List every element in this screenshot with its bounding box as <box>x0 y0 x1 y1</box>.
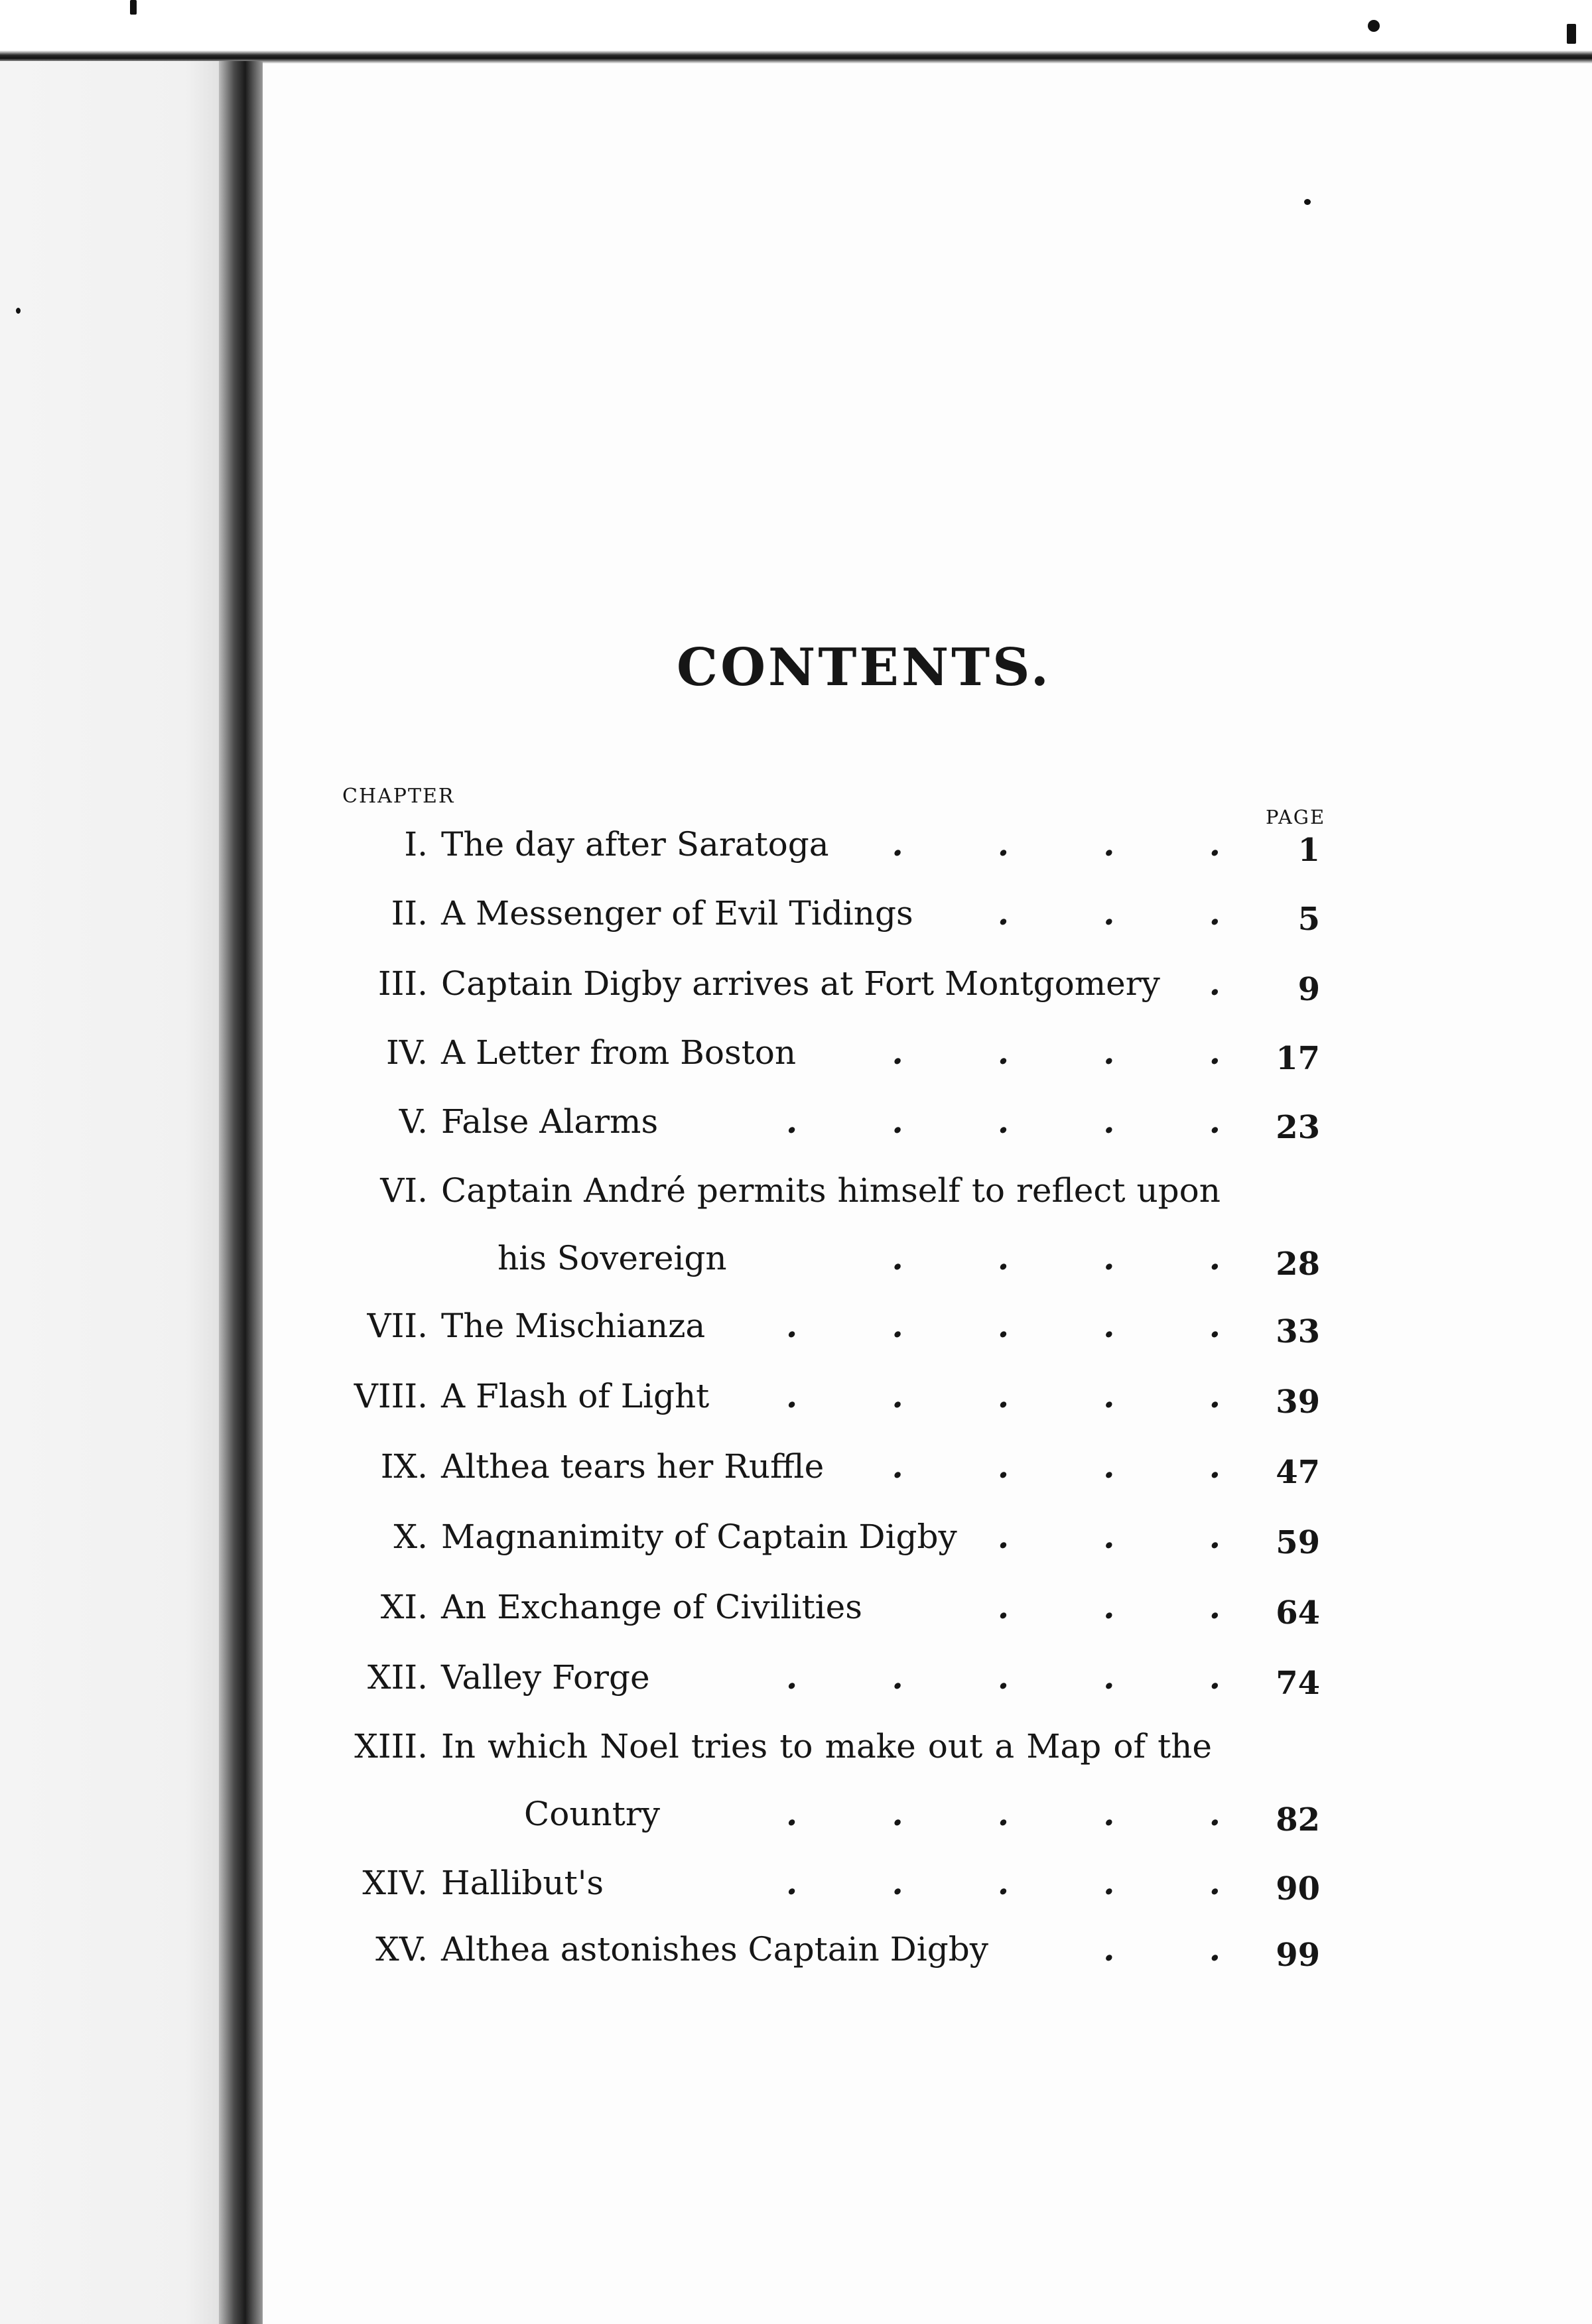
chapter-number: VII. <box>367 1307 428 1345</box>
page-number: 99 <box>1276 1937 1320 1974</box>
chapter-title: Hallibut's <box>441 1864 604 1902</box>
page-number: 9 <box>1297 971 1320 1008</box>
chapter-number: II. <box>391 894 428 933</box>
chapter-number: XIII. <box>354 1727 428 1766</box>
toc-entry <box>0 1033 1592 1082</box>
title-word: In <box>441 1727 476 1766</box>
chapter-title: An Exchange of Civilities <box>441 1588 862 1626</box>
chapter-title-continuation: his Sovereign <box>498 1239 727 1277</box>
page-number: 28 <box>1276 1246 1320 1283</box>
chapter-title: Magnanimity of Captain Digby <box>441 1517 957 1556</box>
chapter-title: Valley Forge <box>441 1658 650 1697</box>
page-number: 90 <box>1276 1870 1320 1907</box>
dot-leader: . . . <box>997 1587 1221 1626</box>
chapter-number: XV. <box>375 1930 428 1969</box>
toc-entry <box>0 1727 1592 1776</box>
chapter-title <box>441 1171 1221 1210</box>
toc-entry-continuation <box>0 1238 1592 1288</box>
title-word: make <box>825 1727 916 1766</box>
title-word: a <box>994 1727 1015 1766</box>
title-word: permits <box>696 1171 827 1210</box>
title-word: to <box>971 1171 1006 1210</box>
chapter-title: Althea tears her Ruffle <box>441 1447 825 1486</box>
chapter-title: The day after Saratoga <box>441 825 829 864</box>
chapter-title: Captain Digby arrives at Fort Montgomery <box>441 964 1160 1003</box>
chapter-title: False Alarms <box>441 1102 659 1141</box>
chapter-number: V. <box>399 1102 428 1141</box>
page-number: 17 <box>1276 1040 1320 1077</box>
page-number: 59 <box>1276 1524 1320 1561</box>
toc-entry <box>0 964 1592 1013</box>
chapter-number: VI. <box>380 1171 428 1210</box>
chapter-number: X. <box>393 1517 428 1556</box>
toc-entry <box>0 1929 1592 1979</box>
scan-speck <box>1304 199 1311 205</box>
toc-entry <box>0 893 1592 943</box>
title-word: which <box>488 1727 588 1766</box>
toc-entry <box>0 1102 1592 1151</box>
dot-leader: . . . . . <box>785 1376 1221 1415</box>
title-word: André <box>584 1171 686 1210</box>
toc-entry <box>0 1517 1592 1567</box>
chapter-title: The Mischianza <box>441 1307 706 1345</box>
dot-leader: . . . <box>997 1517 1221 1556</box>
page-number: 23 <box>1276 1109 1320 1146</box>
chapter-title: Althea astonishes Captain Digby <box>441 1930 988 1969</box>
scan-speck <box>1368 20 1380 32</box>
title-word: to <box>779 1727 813 1766</box>
dot-leader: . <box>1209 964 1221 1003</box>
toc-entry <box>0 1447 1592 1496</box>
chapter-title: A Letter from Boston <box>441 1033 797 1072</box>
page-number: 39 <box>1276 1384 1320 1421</box>
scan-speck <box>130 0 137 15</box>
chapter-title: A Flash of Light <box>441 1377 710 1415</box>
dot-leader: . . . . . <box>785 1863 1221 1902</box>
scan-speck <box>16 308 21 314</box>
toc-entry <box>0 1306 1592 1356</box>
chapter-number: XIV. <box>362 1864 428 1902</box>
page-number: 74 <box>1276 1665 1320 1702</box>
dot-leader: . . . . <box>892 1447 1221 1486</box>
toc-entry <box>0 824 1592 874</box>
chapter-number: XI. <box>380 1588 428 1626</box>
title-word: reflect <box>1016 1171 1126 1210</box>
page-number: 5 <box>1297 901 1320 938</box>
dot-leader: . . . <box>997 893 1221 933</box>
toc-entry <box>0 1171 1592 1220</box>
title-word: upon <box>1136 1171 1221 1210</box>
scan-speck <box>1567 24 1576 44</box>
title-word: himself <box>837 1171 961 1210</box>
chapter-column-label: CHAPTER <box>342 785 455 808</box>
dot-leader: . . <box>1103 1929 1221 1969</box>
page-title: CONTENTS. <box>677 637 1051 698</box>
chapter-title-continuation: Country <box>524 1795 661 1833</box>
page-number: 1 <box>1297 832 1320 869</box>
dot-leader: . . . . . <box>785 1102 1221 1141</box>
title-word: tries <box>691 1727 768 1766</box>
title-word: Noel <box>600 1727 679 1766</box>
dot-leader: . . . . . <box>785 1794 1221 1833</box>
dot-leader: . . . . <box>892 1033 1221 1072</box>
chapter-number: VIII. <box>354 1377 428 1415</box>
title-word: the <box>1158 1727 1212 1766</box>
page-number: 64 <box>1276 1594 1320 1632</box>
title-word: Captain <box>441 1171 573 1210</box>
page-number: 82 <box>1276 1801 1320 1839</box>
title-word: Map <box>1026 1727 1102 1766</box>
toc-entry <box>0 1587 1592 1637</box>
toc-entry <box>0 1657 1592 1707</box>
chapter-number: I. <box>404 825 428 864</box>
page-column-label: PAGE <box>1266 806 1326 828</box>
dot-leader: . . . . . <box>785 1306 1221 1345</box>
dot-leader: . . . . <box>892 1238 1221 1277</box>
chapter-title: A Messenger of Evil Tidings <box>441 894 913 933</box>
toc-entry-continuation <box>0 1794 1592 1844</box>
chapter-number: IX. <box>380 1447 428 1486</box>
title-word: out <box>927 1727 983 1766</box>
chapter-number: IV. <box>385 1033 428 1072</box>
title-word: of <box>1113 1727 1146 1766</box>
page-number: 47 <box>1276 1454 1320 1491</box>
toc-entry <box>0 1376 1592 1426</box>
chapter-number: III. <box>377 964 428 1003</box>
page-number: 33 <box>1276 1313 1320 1350</box>
dot-leader: . . . . . <box>785 1657 1221 1697</box>
dot-leader: . . . . <box>892 824 1221 864</box>
toc-entry <box>0 1863 1592 1913</box>
chapter-number: XII. <box>367 1658 428 1697</box>
chapter-title <box>441 1727 1212 1766</box>
